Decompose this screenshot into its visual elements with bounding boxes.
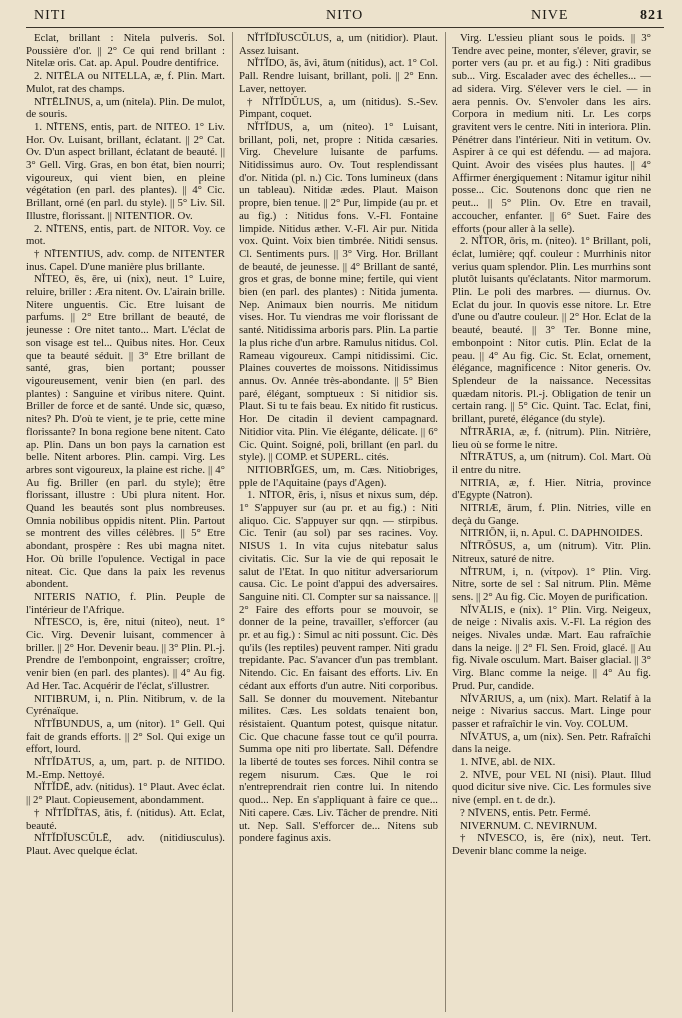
dictionary-entry: Eclat, brillant : Nitela pulveris. Sol. Poussière d'or. || 2° Ce qui rend brillant : Nitelæ oris. Cat. ap. Apul. Poudre dentifrice.	[26, 32, 225, 70]
page-number: 821	[640, 8, 664, 23]
dictionary-entry: NĬVĀRIUS, a, um (nix). Mart. Relatif à la neige : Nivarius saccus. Mart. Linge pour passer et rafraîchir le vin. Voy. COLUM.	[452, 692, 651, 730]
dictionary-entry: NITERIS NATIO, f. Plin. Peuple de l'intérieur de l'Afrique.	[26, 590, 225, 616]
dictionary-entry: NITIBRUM, i, n. Plin. Nitibrum, v. de la Cyrénaïque.	[26, 692, 225, 718]
dictionary-entry: NĬTEO, ēs, ēre, ui (nix), neut. 1° Luire, reluire, briller : Æra nitent. Ov. L'airain brille. Nitere unguentis. Cic. Etre luisant de parfums. || 2° Etre brillant de beauté, de jeunesse : Ore nitet tanto... Mart. L'éclat de son visage est tel... Quibus nites. Hor. Ceux que ta beauté séduit. || 3° Etre brillant de santé, gras, bien portant; pousser vigoureusement, venir bien (en parl. des plantes) : Sanguine et viribus nitere. Quint. Briller de force et de santé. Unde sic, quæso, nites? Ph. D'où te vient, je te prie, cette mine florissante? In bona regione bene nitent. Cato ap. Plin. Dans un bon pays la carnation est belle. Nitent arbores. Plin. campi. Virg. Les arbres sont vigoureux, la plaine est riche. || 4° Au fig. Briller (en parl. du style); être florissant, illustre : Ubi plura nitent. Hor. Quand les beautés sont plus nombreuses. Omnia nobilibus oppidis nitent. Plin. Partout se montrent des villes célèbres. || 5° Etre abondant, prospère : Res ubi magna nitet. Hor. Où brille l'opulence. Vectigal in pace niteat. Cic. Que dans la paix les revenus abondent.	[26, 273, 225, 591]
dictionary-entry: 2. NITĒLA ou NITELLA, æ, f. Plin. Mart. Mulot, rat des champs.	[26, 70, 225, 95]
header-rule	[26, 27, 664, 28]
dictionary-entry: NĬTĬDĬUSCŬLUS, a, um (nitidior). Plaut. Assez luisant.	[239, 32, 438, 57]
column-separator	[445, 32, 446, 1012]
dictionary-entry: NITRIÆ, ārum, f. Plin. Nitries, ville en deçà du Gange.	[452, 502, 651, 527]
dictionary-entry: NITRIŌN, ii, n. Apul. C. DAPHNOIDES.	[460, 527, 643, 540]
dictionary-entry: NĬTĬDĬUSCŬLĒ, adv. (nitidiusculus). Plaut. Avec quelque éclat.	[26, 832, 225, 857]
dictionary-entry: 2. NĬTOR, ōris, m. (niteo). 1° Brillant, poli, éclat, lumière; qqf. couleur : Murrhinis nitor verius quam splendor. Plin. Les murrhins sont plutôt luisants qu'éclatants. Nitor marmorum. Plin. Le poli des marbres. — diurnus. Ov. Eclat du jour. In quovis esse nitore. Lr. Etre d'une ou d'autre couleur. || 2° Hor. Eclat de la beauté, beauté. || 3° Ter. Bonne mine, embonpoint : Nitor cutis. Plin. Eclat de la peau. || 4° Au fig. Cic. St. Eclat, ornement, élégance, magnificence : Nitor generis. Ov. Splendeur de la naissance. Necessitas quædam nitoris. Pl.-j. Obligation de tenir un certain rang. || 5° Cic. Quint. Tac. Eclat, fini, brillant, pureté, élégance (du style).	[452, 235, 651, 426]
dictionary-entry: ? NĪVENS, entis. Petr. Fermé.	[460, 806, 591, 819]
dictionary-entry: NITIOBRĬGES, um, m. Cæs. Nitiobriges, pple de l'Aquitaine (pays d'Agen).	[239, 463, 438, 489]
header-left-word: NITI	[34, 8, 66, 23]
dictionary-entry: NĬVĀTUS, a, um (nix). Sen. Petr. Rafraîchi dans la neige.	[452, 730, 651, 756]
dictionary-entry: NĬTĬBUNDUS, a, um (nitor). 1° Gell. Qui fait de grands efforts. || 2° Sol. Qui exige un effort, lourd.	[26, 717, 225, 756]
dictionary-entry: 2. NĪTENS, entis, part. de NITOR. Voy. ce mot.	[26, 222, 225, 248]
dictionary-entry: † NĬTĬDĬTAS, ātis, f. (nitidus). Att. Eclat, beauté.	[26, 806, 225, 832]
header-right-word: NIVE	[531, 8, 569, 23]
columns	[26, 32, 664, 1012]
dictionary-entry: NIVERNUM. C. NEVIRNUM.	[460, 819, 598, 832]
dictionary-entry: NĬTĬDĒ, adv. (nitidus). 1° Plaut. Avec éclat. || 2° Plaut. Copieusement, abondamment.	[26, 781, 225, 807]
dictionary-entry: NĬTRĀTUS, a, um (nitrum). Col. Mart. Où il entre du nitre.	[452, 451, 651, 476]
column-separator	[232, 32, 233, 1012]
dictionary-entry: NĬTĬDUS, a, um (niteo). 1° Luisant, brillant, poli, net, propre : Nitida cæsaries. Virg. Chevelure luisante de parfums. Nitidissimus auro. Ov. Tout resplendissant d'or. Nitida (pl. n.) Cic. Tons lumineux (dans un tableau). Nitidæ ædes. Plaut. Maison propre, bien tenue. || 2° Pur, limpide (au pr. et au fig.) : Nitidus fons. V.-Fl. Fontaine limpide. Nitidus æther. V.-Fl. Air pur. Nitida vox. Quint. Voix bien timbrée. Nitidi sensus. Cl. Sentiments purs. || 3° Virg. Hor. Brillant de beauté, de jeunesse. || 4° Brillant de santé, gros et gras, de bonne mine; fertile, qui vient bien (en parl. des plantes) : Nitida jumenta. Nep. Animaux bien nourris. Me nitidum vises. Hor. Tu viendras me voir florissant de santé. Nitidissima arboris pars. Plin. La partie la plus riche d'un arbre. Ramulus nitidus. Col. Rameau vigoureux. Campi nitidissimi. Cic. Plaines couvertes de moissons. Nitidissimus annus. Ov. Année très-abondante. || 5° Bien paré, élégant, somptueux : Si nitidior sis. Plaut. Si tu te fais beau. Ex nitido fit rusticus. Hor. De citadin il devient campagnard. Nitidior vita. Plin. Vie élégante, délicate. || 6° Cic. Quint. Soigné, poli, brillant (en parl. du style). || COMP. et SUPERL. cités.	[239, 120, 438, 464]
dictionary-entry: NĬVĀLIS, e (nix). 1° Plin. Virg. Neigeux, de neige : Nivalis axis. V.-Fl. La région des neiges. Nivales undæ. Mart. Eau rafraîchie dans la neige. || 2° Fl. Sen. Froid, glacé. || Au fig. Nivale osculum. Mart. Baiser glacial. || 3° Virg. Blanc comme la neige. || 4° Au fig. Prud. Pur, candide.	[452, 603, 651, 692]
dictionary-entry: 1. NĪTOR, ĕris, i, nīsus et nixus sum, dép. 1° S'appuyer sur (au pr. et au fig.) : Niti aliquo. Cic. S'appuyer sur qqn. — stirpibus. Cic. Tenir (au sol) par ses racines. Voy. NISUS 1. In vita cujus nitebatur salus civitatis. Cic. Sur la vie de qui reposait le salut de l'Etat. In quo nititur adversariorum causa. Cic. Le point d'appui des adversaires. Sanguine niti. Cl. Compter sur sa naissance. || 2° Faire des efforts pour se mouvoir, se donner de la peine, travailler, s'efforcer (au pr. et au fig.) : Simul ac niti possunt. Cic. Dès qu'ils (les reptiles) peuvent ramper. Niti gradu trepidante. Pac. S'avancer d'un pas tremblant. Nitendo. Cic. En faisant des efforts. Liv. En cédant aux efforts d'un autre. Niti corporibus. Sall. Se donner du mouvement. Nitebantur milites. Cæs. Les soldats tenaient bon, résistaient. Quantum potest, quisque nitatur. Cic. Que chacune fasse tout ce qu'il pourra. Summa ope niti pro libertate. Sall. Défendre la liberté de toutes ses forces. Nihil contra se regem nisurum. Cæs. Que le roi n'entreprendrait rien contre lui. In nitendo quod... Nep. En s'appliquant à faire ce que... Niti capere. Cæs. Liv. Tâcher de prendre. Niti ut. Nep. Sall. S'efforcer de... Nitens sub pondere faginus axis.	[239, 489, 438, 845]
dictionary-entry: NĬTRĀRIA, æ, f. (nitrum). Plin. Nitrière, lieu où se forme le nitre.	[452, 425, 651, 451]
dictionary-entry: NĬTRŌSUS, a, um (nitrum). Vitr. Plin. Nitreux, saturé de nitre.	[452, 540, 651, 565]
dictionary-entry: 2. NĪVE, pour VEL NI (nisi). Plaut. Illud quod dicitur sive nive. Cic. Les formules sive nive (empl. en t. de dr.).	[452, 768, 651, 807]
dictionary-entry: 1. NĪVE, abl. de NIX.	[460, 756, 556, 769]
dictionary-entry: NĬTESCO, is, ĕre, nitui (niteo), neut. 1° Cic. Virg. Devenir luisant, commencer à briller. || 2° Hor. Devenir beau. || 3° Plin. Pl.-j. Prendre de l'embonpoint, engraisser; croître, venir bien (en parl. des plantes). || 4° Au fig. Ad Her. Tac. Acquérir de l'éclat, s'illustrer.	[26, 616, 225, 692]
running-header	[26, 8, 664, 28]
dictionary-entry: NĬTRUM, i, n. (νίτρον). 1° Plin. Virg. Nitre, sorte de sel : Sal nitrum. Plin. Même sens. || 2° Au fig. Cic. Moyen de purification.	[452, 565, 651, 603]
dictionary-entry: † NĪTENTIUS, adv. comp. de NITENTER inus. Capel. D'une manière plus brillante.	[26, 247, 225, 273]
dictionary-entry: NITRIA, æ, f. Hier. Nitria, province d'Egypte (Natron).	[452, 476, 651, 502]
dictionary-entry: † NĬTĬDŬLUS, a, um (nitidus). S.-Sev. Pimpant, coquet.	[239, 95, 438, 121]
header-middle-word: NITO	[326, 8, 364, 23]
dictionary-entry: Virg. L'essieu pliant sous le poids. || 3° Tendre avec peine, monter, s'élever, gravir, se porter vers (au pr. et au fig.) : Niti gradibus sub... Virg. Escalader avec des échelles... — ad sidera. Virg. S'élever vers le ciel. — in aera pennis. Ov. S'envoler dans les airs. Corpora in medium niti. Lr. Les corps gravitent vers le centre. Niti in interiora. Plin. Pénétrer dans l'intérieur. Niti in vetitum. Ov. Aspirer à ce qui est défendu. — ad majora. Quint. Avoir des visées plus hautes. || 4° Affirmer énergiquement : Nitamur igitur nihil posse... Cic. Soutenons donc que rien ne peut... || 5° Plin. Ov. Etre en travail, accoucher, enfanter. || 6° Suet. Faire des efforts (pour aller à la selle).	[452, 32, 651, 235]
dictionary-entry: † NĪVESCO, is, ĕre (nix), neut. Tert. Devenir blanc comme la neige.	[452, 832, 651, 857]
column-2	[239, 32, 438, 1012]
column-1	[26, 32, 225, 1012]
dictionary-entry: NĬTĬDO, ās, āvi, ātum (nitidus), act. 1° Col. Pall. Rendre luisant, brillant, poli. || 2° Enn. Laver, nettoyer.	[239, 57, 438, 95]
dictionary-entry: NĬTĬDĀTUS, a, um, part. p. de NITIDO. M.-Emp. Nettoyé.	[26, 756, 225, 781]
dictionary-entry: 1. NĪTENS, entis, part. de NITEO. 1° Liv. Hor. Ov. Luisant, brillant, éclatant. || 2° Cat. Ov. D'un aspect brillant, éclatant de beauté. || 3° Gell. Virg. Gras, en bon état, bien nourri; vigoureux, qui vient bien, en pleine végétation (en parl. des plantes). || 4° Cic. Brillant, orné (en parl. du style). || 5° Liv. Sil. Illustre, florissant. || NITENTIOR. Ov.	[26, 120, 225, 222]
dictionary-entry: NĪTĒLĪNUS, a, um (nitela). Plin. De mulot, de souris.	[26, 95, 225, 121]
column-3	[452, 32, 651, 1012]
